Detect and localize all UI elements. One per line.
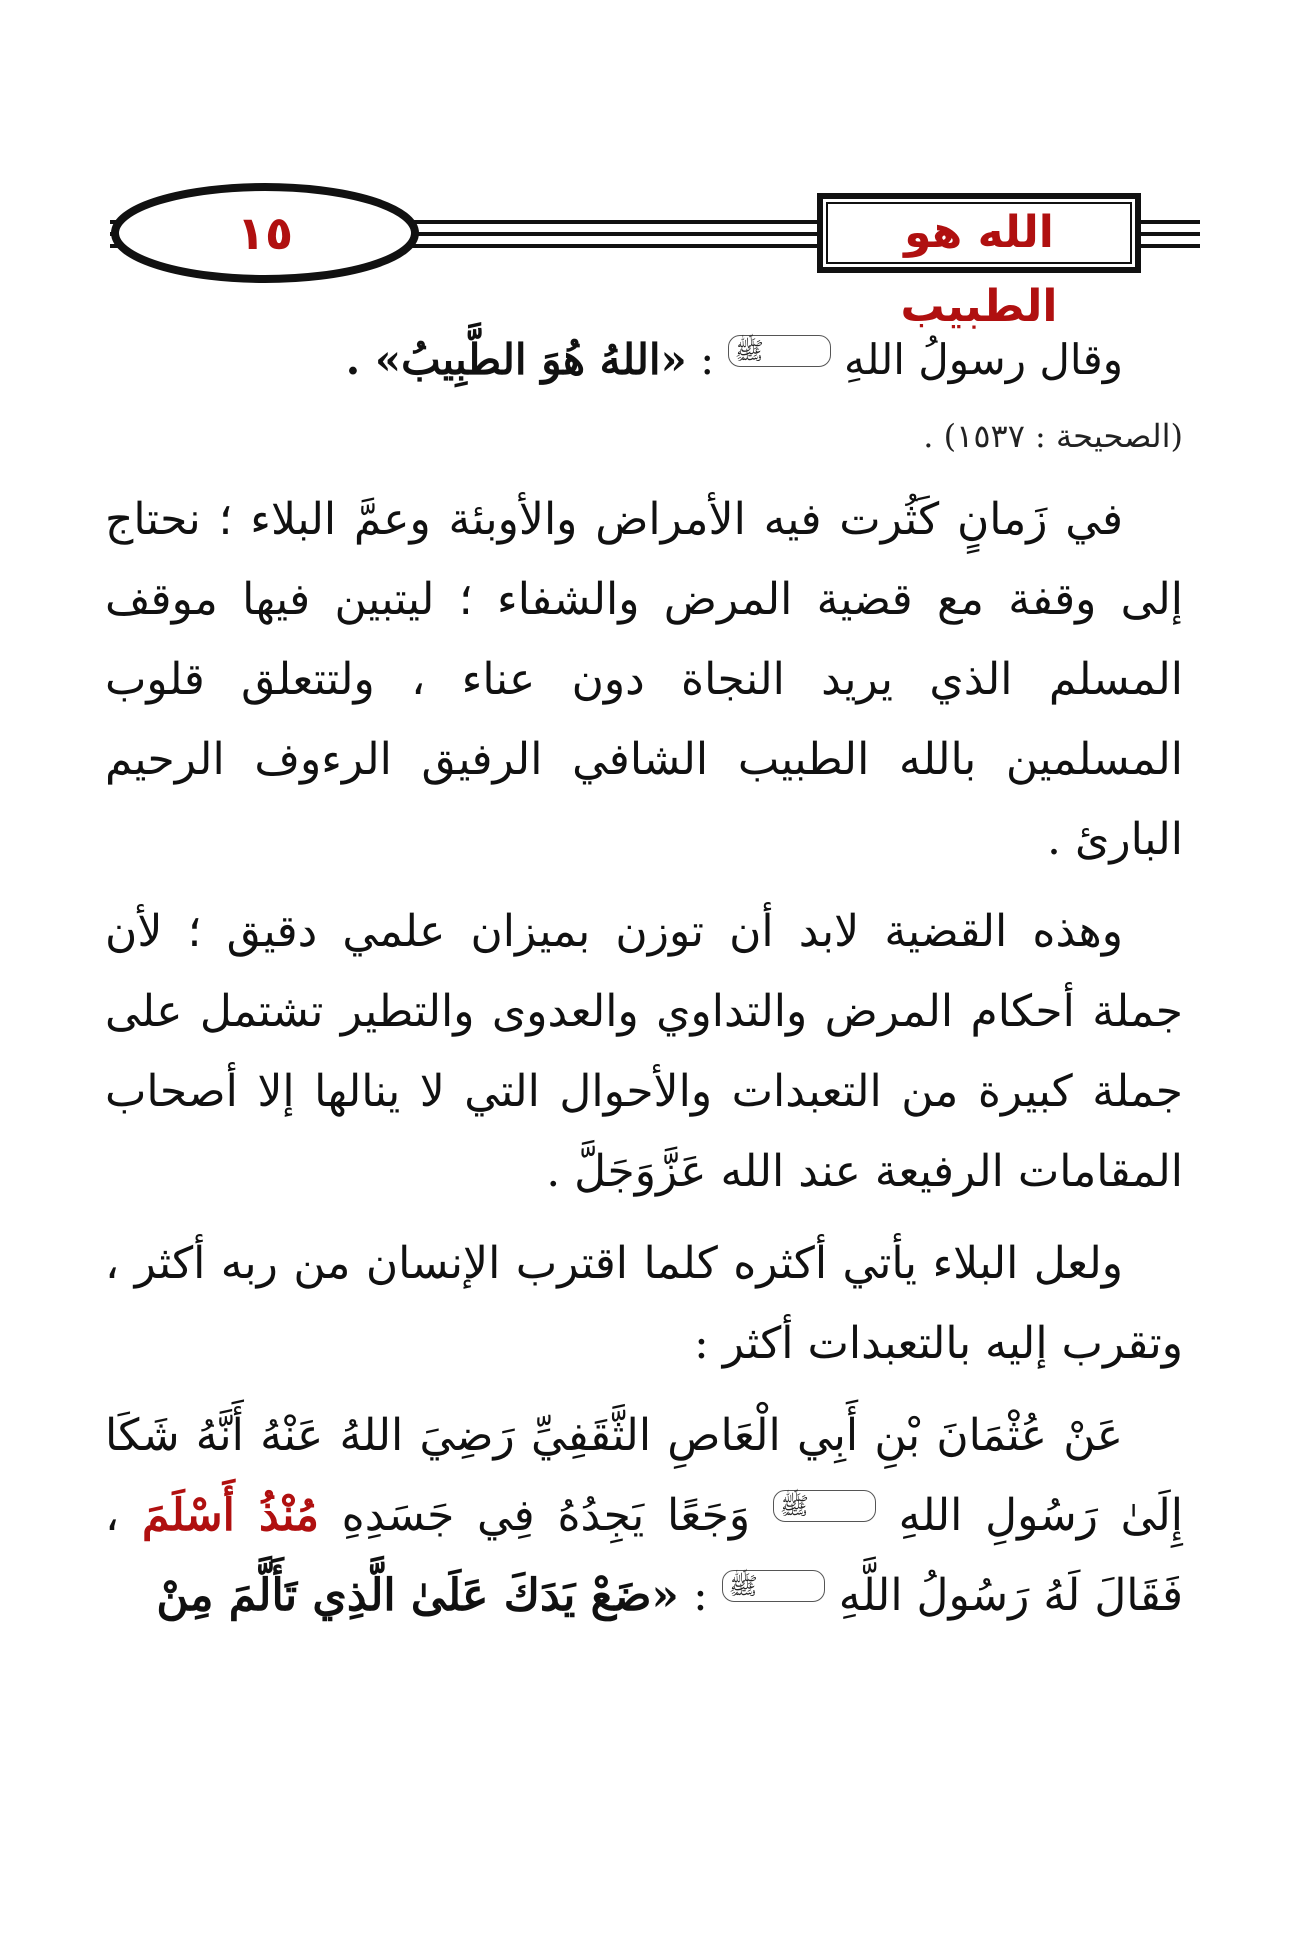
hadith-highlight: مُنْذُ أَسْلَمَ: [141, 1490, 319, 1541]
source-citation: (الصحيحة : ١٥٣٧) .: [923, 417, 1183, 455]
honorific-seal: ﷺ: [728, 335, 831, 367]
intro-colon: :: [700, 335, 715, 384]
hadith-quote: «ضَعْ يَدَكَ عَلَىٰ الَّذِي تَأَلَّمَ مِنْ: [156, 1570, 679, 1621]
honorific-seal: ﷺ: [773, 1490, 876, 1522]
page-header: [0, 0, 1304, 332]
paragraph-3: ولعل البلاء يأتي أكثره كلما اقترب الإنسان من ربه أكثر ، وتقرب إليه بالتعبدات أكثر :: [105, 1238, 1183, 1369]
intro-line: [105, 318, 1183, 402]
intro-prefix: وقال رسولُ اللهِ: [844, 335, 1123, 384]
header-ornament: [0, 0, 1304, 332]
hadith-part-3: ، فَقَالَ لَهُ رَسُولُ اللَّهِ: [105, 1490, 1183, 1621]
honorific-seal: ﷺ: [722, 1570, 825, 1602]
page-number: ١٥: [236, 206, 294, 260]
paragraph-1: في زَمانٍ كَثُرت فيه الأمراض والأوبئة وعمَّ البلاء ؛ نحتاج إلى وقفة مع قضية المرض والشفاء ؛ ليتبين فيها موقف المسلم الذي يريد النجاة دون عناء ، ولتتعلق قلوب المسلمين بالله الطبيب الشافي الرفيق الرءوف الرحيم البارئ .: [105, 494, 1183, 865]
hadith-colon: :: [692, 1570, 708, 1621]
hadith-part-1: عَنْ عُثْمَانَ بْنِ أَبِي الْعَاصِ الثَّقَفِيِّ رَضِيَ اللهُ عَنْهُ أَنَّهُ شَكَا إِلَىٰ رَسُولِ اللهِ: [105, 1410, 1183, 1541]
page-body: [105, 318, 1183, 1636]
intro-quote: «اللهُ هُوَ الطَّبِيبُ» .: [345, 335, 687, 384]
paragraph-2: وهذه القضية لابد أن توزن بميزان علمي دقيق ؛ لأن جملة أحكام المرض والتداوي والعدوى والتطير تشتمل على جملة كبيرة من التعبدات والأحوال التي لا ينالها إلا أصحاب المقامات الرفيعة عند الله عَزَّوَجَلَّ .: [105, 906, 1183, 1197]
hadith-text: [105, 1396, 1183, 1636]
running-title: الله هو الطبيب: [900, 207, 1058, 332]
hadith-part-2: وَجَعًا يَجِدُهُ فِي جَسَدِهِ: [341, 1490, 751, 1541]
